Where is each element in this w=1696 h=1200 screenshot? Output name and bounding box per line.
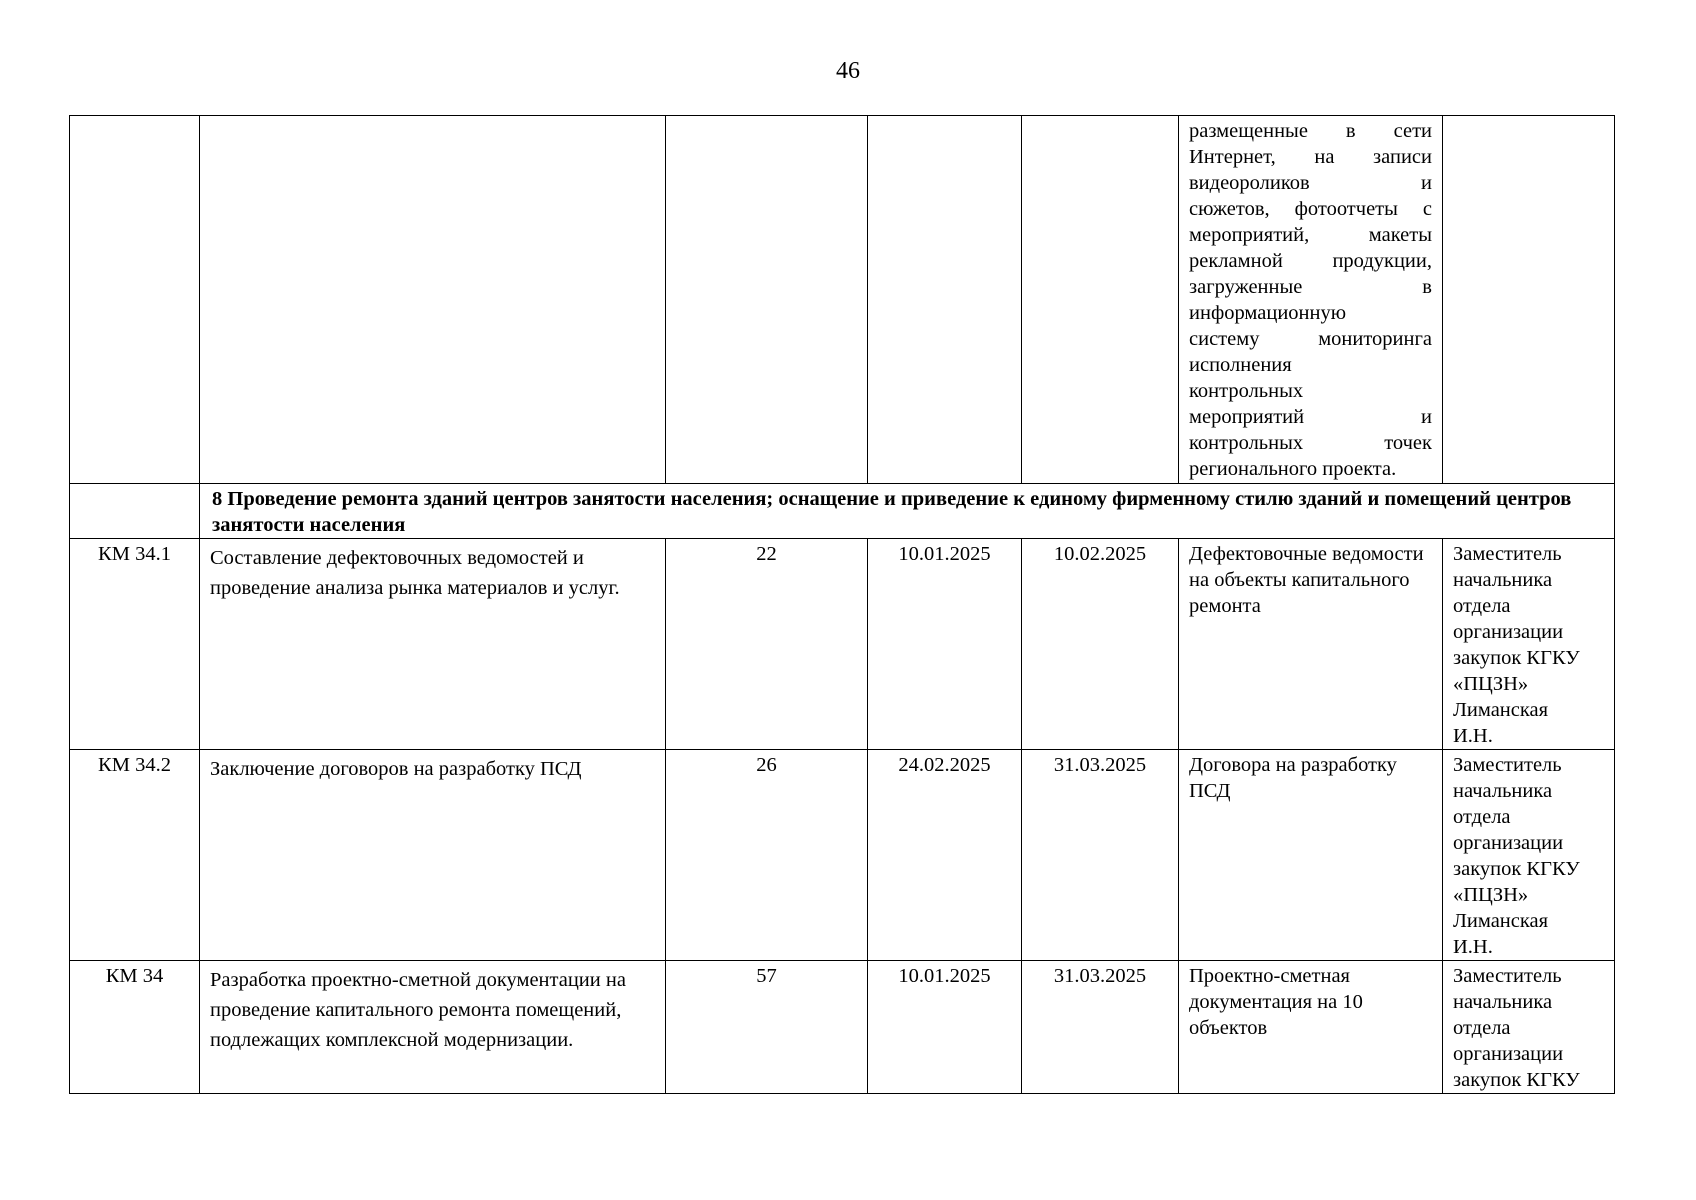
responsible-line: организации: [1453, 832, 1564, 854]
result-text-line: мероприятий и: [1189, 406, 1432, 428]
plan-table: [69, 115, 1615, 1094]
responsible-line: закупок КГКУ: [1453, 1069, 1580, 1091]
cont-responsible-cell: [1443, 116, 1615, 484]
table-row: [70, 961, 1615, 1094]
cont-start-cell: [868, 116, 1022, 484]
result-text-line: рекламной продукции,: [1189, 250, 1432, 272]
result-text-line: загруженные в: [1189, 276, 1432, 298]
responsible-line: Заместитель: [1453, 965, 1562, 987]
result-text-line: мероприятий, макеты: [1189, 224, 1432, 246]
row-responsible: [1443, 539, 1615, 750]
result-text-line: контрольных: [1189, 380, 1304, 402]
result-text-line: видеороликов и: [1189, 172, 1432, 194]
row-start-date: 24.02.2025: [868, 750, 1022, 961]
row-number: 26: [666, 750, 868, 961]
responsible-line: начальника: [1453, 991, 1553, 1013]
table-row: [70, 539, 1615, 750]
responsible-line: отдела: [1453, 595, 1511, 617]
responsible-line: Лиманская: [1453, 910, 1549, 932]
result-text-line: размещенные в сети: [1189, 120, 1432, 142]
responsible-line: Заместитель: [1453, 754, 1562, 776]
continuation-row: [70, 116, 1615, 484]
responsible-line: начальника: [1453, 780, 1553, 802]
row-start-date: 10.01.2025: [868, 539, 1022, 750]
row-code: КМ 34: [70, 961, 200, 1094]
row-responsible: [1443, 961, 1615, 1094]
row-number: 22: [666, 539, 868, 750]
result-text-line: контрольных точек: [1189, 432, 1432, 454]
responsible-line: организации: [1453, 1043, 1564, 1065]
row-result: Дефектовочные ведомости на объекты капитального ремонта: [1179, 539, 1443, 750]
row-end-date: 31.03.2025: [1022, 750, 1179, 961]
cont-number-cell: [666, 116, 868, 484]
result-text-line: информационную: [1189, 302, 1347, 324]
page-number: 46: [836, 58, 860, 84]
row-start-date: 10.01.2025: [868, 961, 1022, 1094]
result-text-line: регионального проекта.: [1189, 458, 1397, 480]
result-text-line: систему мониторинга: [1189, 328, 1432, 350]
section-row: [70, 484, 1615, 539]
section-code-cell: [70, 484, 200, 539]
section-title: 8 Проведение ремонта зданий центров занятости населения; оснащение и приведение к единому фирменному стилю зданий и помещений центров занятости населения: [200, 484, 1615, 539]
row-code: КМ 34.1: [70, 539, 200, 750]
row-number: 57: [666, 961, 868, 1094]
cont-name-cell: [200, 116, 666, 484]
responsible-line: И.Н.: [1453, 936, 1493, 958]
cont-code-cell: [70, 116, 200, 484]
responsible-line: И.Н.: [1453, 725, 1493, 747]
row-name: Составление дефектовочных ведомостей и проведение анализа рынка материалов и услуг.: [200, 539, 666, 750]
responsible-line: отдела: [1453, 806, 1511, 828]
responsible-line: Заместитель: [1453, 543, 1562, 565]
responsible-line: закупок КГКУ: [1453, 858, 1580, 880]
row-name: Разработка проектно-сметной документации на проведение капитального ремонта помещений, подлежащих комплексной модернизации.: [200, 961, 666, 1094]
table-row: [70, 750, 1615, 961]
responsible-line: начальника: [1453, 569, 1553, 591]
cont-result-cell: [1179, 116, 1443, 484]
responsible-line: Лиманская: [1453, 699, 1549, 721]
result-text-line: исполнения: [1189, 354, 1292, 376]
row-name: Заключение договоров на разработку ПСД: [200, 750, 666, 961]
responsible-line: «ПЦЗН»: [1453, 884, 1529, 906]
row-end-date: 31.03.2025: [1022, 961, 1179, 1094]
cont-end-cell: [1022, 116, 1179, 484]
row-end-date: 10.02.2025: [1022, 539, 1179, 750]
responsible-line: «ПЦЗН»: [1453, 673, 1529, 695]
row-responsible: [1443, 750, 1615, 961]
row-result: Договора на разработку ПСД: [1179, 750, 1443, 961]
responsible-line: закупок КГКУ: [1453, 647, 1580, 669]
result-text-line: Интернет, на записи: [1189, 146, 1432, 168]
row-result: Проектно-сметная документация на 10 объектов: [1179, 961, 1443, 1094]
responsible-line: отдела: [1453, 1017, 1511, 1039]
result-text-line: сюжетов, фотоотчеты с: [1189, 198, 1432, 220]
row-code: КМ 34.2: [70, 750, 200, 961]
responsible-line: организации: [1453, 621, 1564, 643]
